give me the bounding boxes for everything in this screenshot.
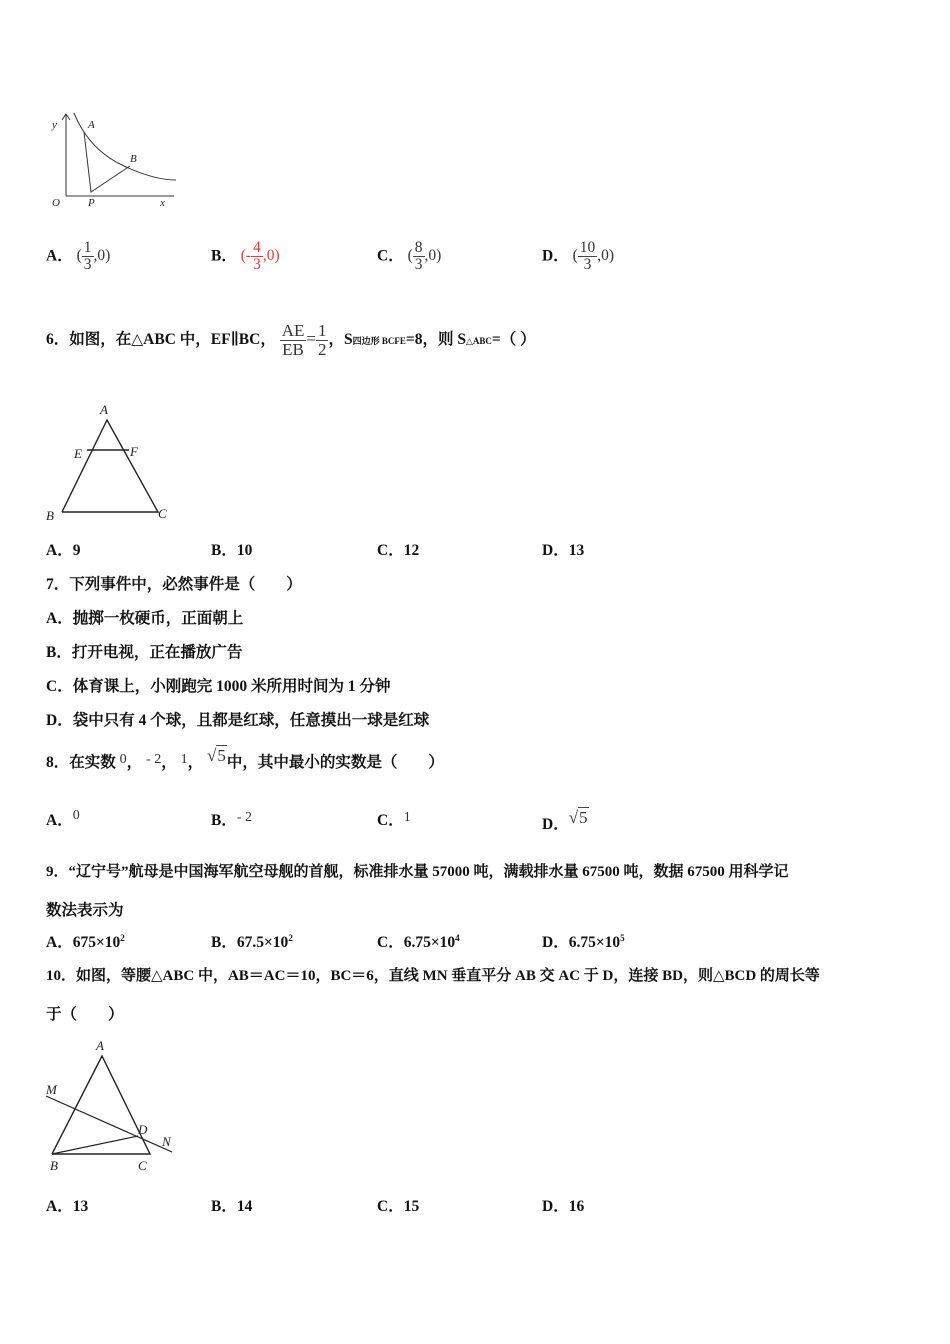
number-one: 1: [180, 752, 188, 767]
option-letter: A．: [46, 812, 73, 829]
q6-stem: [46, 322, 536, 359]
q10-option-a[interactable]: [46, 1194, 88, 1216]
q5-graph-figure: [44, 108, 184, 213]
q10-triangle-figure: [40, 1036, 190, 1176]
paren: (: [240, 247, 246, 265]
option-value: 0: [72, 808, 80, 823]
coord-tail: ,0): [93, 247, 111, 265]
numerator: 8: [414, 239, 423, 256]
q8-option-c[interactable]: [377, 808, 411, 830]
option-base: 67.5×10: [236, 934, 289, 951]
radicand: 5: [579, 808, 588, 827]
q8-stem: [46, 746, 444, 772]
denominator: 3: [253, 256, 261, 274]
option-letter: B．: [211, 812, 237, 829]
q6-option-a[interactable]: [46, 538, 80, 560]
q5-label-b: B: [130, 153, 137, 165]
number-neg-two: - 2: [146, 752, 162, 767]
q9-option-a[interactable]: [46, 930, 125, 952]
minus-sign: -: [245, 247, 252, 265]
coord-tail: ,0): [262, 247, 280, 265]
q5-label-o: O: [52, 197, 60, 209]
separator: ，: [126, 754, 143, 771]
q6-label-c: C: [158, 506, 167, 521]
q9-option-b[interactable]: [211, 930, 293, 952]
q7-option-b[interactable]: B．打开电视，正在播放广告: [46, 644, 243, 661]
option-letter: C．: [377, 247, 404, 265]
option-value: 12: [403, 542, 420, 559]
option-value: 15: [403, 1198, 420, 1215]
denominator: 3: [83, 256, 92, 274]
coord-tail: ,0): [424, 247, 442, 265]
q5-label-y: y: [52, 119, 57, 131]
option-value: 14: [236, 1198, 253, 1215]
exponent: 5: [620, 932, 625, 943]
option-value: 13: [568, 542, 585, 559]
q6-option-b[interactable]: [211, 538, 252, 560]
q6-label-a: A: [100, 402, 108, 417]
option-base: 6.75×10: [403, 934, 456, 951]
q10-stem-line1: 10．如图，等腰△ABC 中，AB＝AC＝10，BC＝6，直线 MN 垂直平分 AB 交 AC 于 D，连接 BD，则△BCD 的周长等: [46, 968, 820, 984]
option-letter: D．: [542, 934, 569, 951]
q10-option-c[interactable]: [377, 1194, 419, 1216]
option-value: 16: [568, 1198, 585, 1215]
q6-triangle-figure: [40, 400, 180, 526]
q7-stem: 7．下列事件中，必然事件是（ ）: [46, 576, 302, 593]
q10-stem-line2: 于（ ）: [46, 1006, 124, 1023]
q6-suffix: =（ ）: [491, 330, 536, 348]
q9-stem-line1: 9．“辽宁号”航母是中国海军航空母舰的首舰，标准排水量 57000 吨，满载排水量 67500 吨，数据 67500 用科学记: [46, 864, 789, 880]
q8-option-b[interactable]: [211, 808, 252, 830]
numerator: 4: [253, 239, 261, 256]
option-letter: C．: [377, 1198, 404, 1215]
exponent: 2: [120, 932, 125, 943]
option-value: 1: [403, 810, 411, 825]
q7-option-c[interactable]: C．体育课上，小刚跑完 1000 米所用时间为 1 分钟: [46, 678, 391, 695]
separator: ，: [161, 754, 177, 771]
q10-label-m: M: [46, 1082, 57, 1097]
radicand: 5: [217, 746, 226, 765]
q5-option-c[interactable]: [377, 240, 441, 274]
q7-option-a[interactable]: A．抛掷一枚硬币，正面朝上: [46, 610, 244, 627]
q10-option-b[interactable]: [211, 1194, 252, 1216]
q6-prefix: 6．如图，在△ABC 中，EF∥BC，: [46, 330, 276, 348]
fraction-numerator: 1: [317, 321, 327, 340]
q8-prefix: 8．在实数: [46, 754, 116, 771]
q5-label-p: P: [88, 197, 95, 209]
option-letter: B．: [211, 542, 237, 559]
option-value: 10: [236, 542, 253, 559]
coord-tail: ,0): [597, 247, 615, 265]
option-base: 675×10: [72, 934, 121, 951]
numerator: 1: [83, 239, 92, 256]
option-letter: A．: [46, 934, 73, 951]
denominator: 3: [414, 256, 423, 274]
option-letter: B．: [211, 1198, 237, 1215]
option-value: 9: [72, 542, 81, 559]
paren: (: [407, 247, 413, 265]
q5-label-a: A: [88, 119, 95, 131]
separator: ，: [187, 754, 204, 771]
q10-option-d[interactable]: [542, 1194, 584, 1216]
option-letter: C．: [377, 934, 404, 951]
fraction-denominator: EB: [282, 339, 304, 359]
numerator: 10: [579, 239, 596, 256]
option-letter: C．: [377, 542, 404, 559]
subscript-triangle: △ABC: [465, 335, 492, 346]
q5-option-d[interactable]: [542, 240, 614, 274]
fraction-numerator: AE: [281, 321, 305, 340]
subscript-quad: 四边形 BCFE: [352, 335, 406, 346]
option-letter: D．: [542, 247, 569, 265]
q10-label-d: D: [138, 1122, 148, 1137]
q6-label-b: B: [46, 508, 54, 523]
option-letter: B．: [211, 247, 237, 265]
option-letter: A．: [46, 1198, 73, 1215]
q9-stem-line2: 数法表示为: [46, 902, 124, 919]
q6-mid: ，S: [328, 330, 353, 348]
option-letter: D．: [542, 1198, 569, 1215]
q6-mid2: =8，则 S: [405, 330, 466, 348]
equals-sign: =: [306, 328, 316, 348]
exponent: 2: [288, 932, 293, 943]
option-letter: D．: [542, 542, 569, 559]
sqrt-five: √5: [568, 808, 588, 827]
option-letter: D．: [542, 816, 569, 833]
q10-label-c: C: [138, 1158, 147, 1173]
q8-option-d[interactable]: [542, 808, 589, 834]
q9-option-c[interactable]: [377, 930, 460, 952]
denominator: 3: [583, 256, 592, 274]
q8-suffix: 中，其中最小的实数是（ ）: [226, 754, 444, 771]
option-letter: B．: [211, 934, 237, 951]
sqrt-five: √5: [206, 746, 226, 765]
q9-option-d[interactable]: [542, 930, 625, 952]
number-zero: 0: [119, 752, 127, 767]
paren: (: [76, 247, 82, 265]
q6-option-d[interactable]: [542, 538, 584, 560]
q10-label-b: B: [50, 1158, 58, 1173]
option-letter: C．: [377, 812, 404, 829]
q8-option-a[interactable]: [46, 808, 80, 830]
q5-option-a[interactable]: [46, 240, 110, 274]
option-value: - 2: [236, 810, 253, 825]
q10-label-a: A: [96, 1038, 104, 1053]
option-letter: A．: [46, 247, 73, 265]
q10-label-n: N: [162, 1134, 171, 1149]
option-value: 13: [72, 1198, 89, 1215]
fraction-denominator: 2: [317, 339, 327, 359]
q6-option-c[interactable]: [377, 538, 419, 560]
q5-option-b[interactable]: [211, 240, 280, 274]
paren: (: [572, 247, 578, 265]
q6-label-f: F: [130, 444, 138, 459]
option-letter: A．: [46, 542, 73, 559]
exponent: 4: [455, 932, 460, 943]
q6-label-e: E: [74, 446, 82, 461]
q7-option-d[interactable]: D．袋中只有 4 个球，且都是红球，任意摸出一球是红球: [46, 712, 430, 729]
option-base: 6.75×10: [568, 934, 621, 951]
q5-label-x: x: [160, 197, 165, 209]
